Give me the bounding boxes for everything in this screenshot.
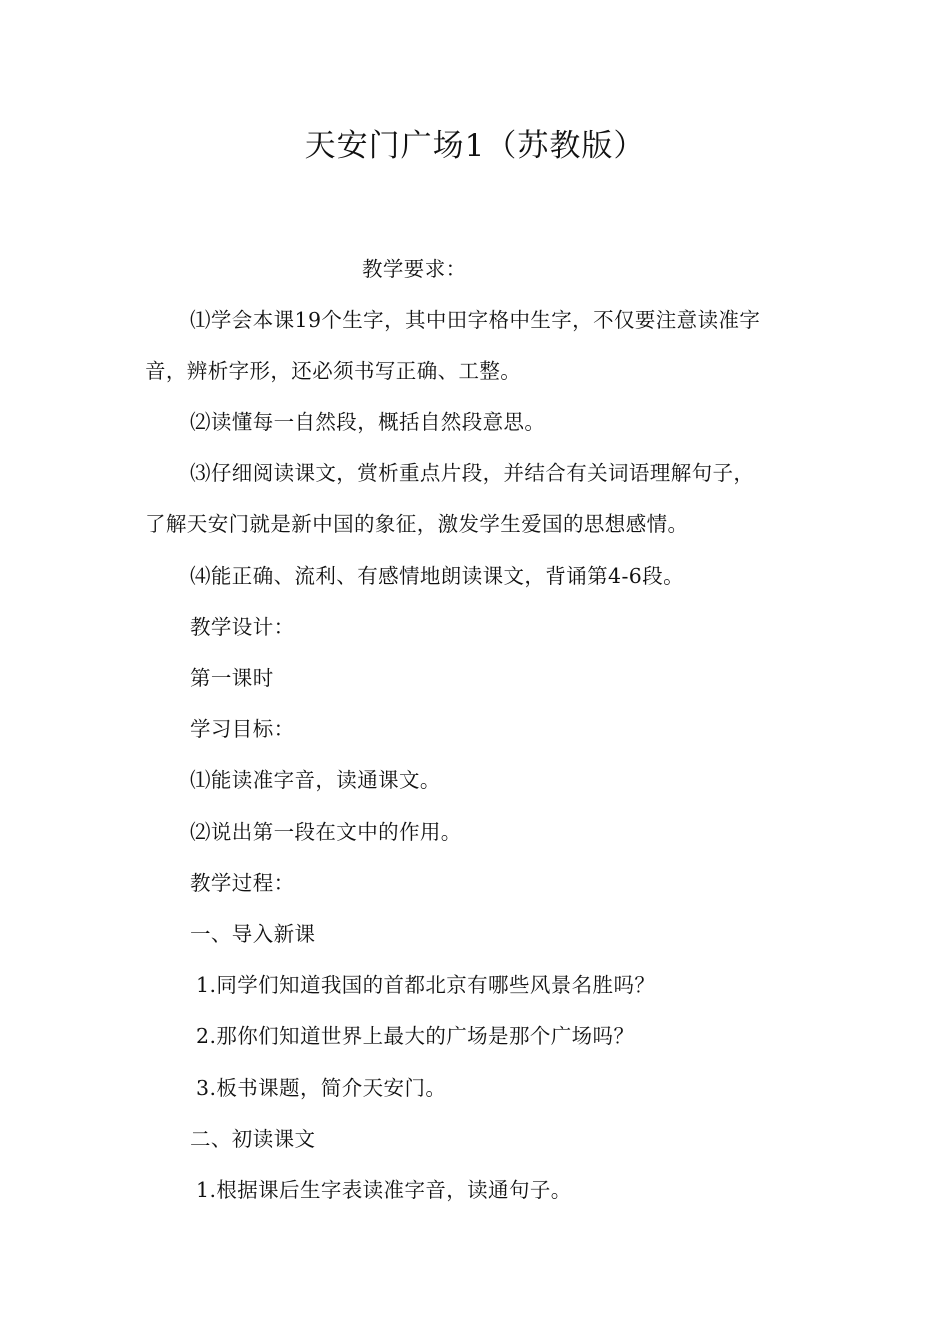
section-2-item-1: 1.根据课后生字表读准字音，读通句子。: [196, 1178, 572, 1202]
section-2-title: 二、初读课文: [190, 1127, 316, 1151]
section-1-item-3: 3.板书课题，简介天安门。: [196, 1076, 447, 1100]
learning-goals-label: 学习目标：: [190, 717, 295, 741]
goal-1: ⑴能读准字音，读通课文。: [190, 768, 441, 792]
section-1-item-2: 2.那你们知道世界上最大的广场是那个广场吗？: [196, 1024, 635, 1048]
section-1-title: 一、导入新课: [190, 922, 316, 946]
requirement-3-line-1: ⑶仔细阅读课文，赏析重点片段，并结合有关词语理解句子，: [190, 461, 755, 485]
requirement-4: ⑷能正确、流利、有感情地朗读课文，背诵第4-6段。: [190, 564, 685, 588]
document-title: 天安门广场1（苏教版）: [304, 128, 646, 164]
requirement-2: ⑵读懂每一自然段，概括自然段意思。: [190, 410, 546, 434]
teaching-process-label: 教学过程：: [190, 871, 295, 895]
teaching-design-label: 教学设计：: [190, 615, 295, 639]
goal-2: ⑵说出第一段在文中的作用。: [190, 820, 462, 844]
requirement-1-line-1: ⑴学会本课19个生字，其中田字格中生字，不仅要注意读准字: [190, 308, 761, 332]
requirement-1-line-2: 音，辨析字形，还必须书写正确、工整。: [145, 359, 522, 383]
section-1-item-1: 1.同学们知道我国的首都北京有哪些风景名胜吗？: [196, 973, 656, 997]
teaching-requirements-heading: 教学要求：: [362, 257, 467, 281]
first-lesson-label: 第一课时: [190, 666, 274, 690]
requirement-3-line-2: 了解天安门就是新中国的象征，激发学生爱国的思想感情。: [145, 512, 689, 536]
